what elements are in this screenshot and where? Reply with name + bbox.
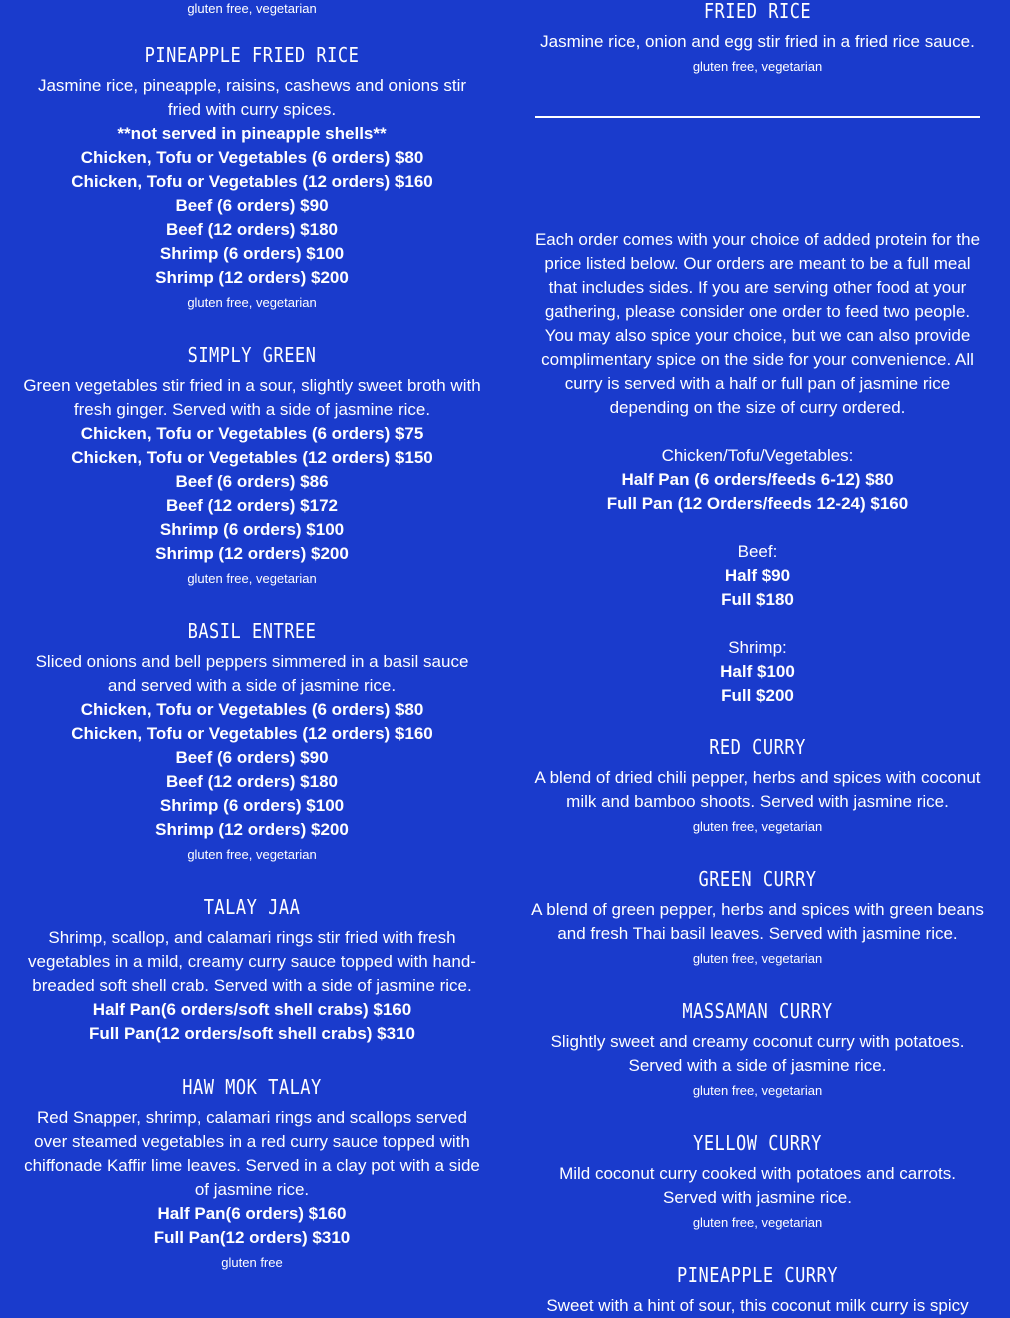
price-line: Chicken, Tofu or Vegetables (6 orders) $80 [80,700,424,719]
dietary-note: gluten free, vegetarian [187,1,317,16]
price-line: Shrimp (12 orders) $200 [155,544,349,563]
menu-item-green-curry [530,868,985,968]
item-name: HAW MOK TALAY [182,1076,322,1100]
item-description: Green vegetables stir fried in a sour, slightly sweet broth with fresh ginger. Served with a side of jasmine rice. [23,376,481,419]
item-description: Slightly sweet and creamy coconut curry with potatoes. Served with a side of jasmine rice. [550,1032,965,1075]
item-name: PINEAPPLE FRIED RICE [144,44,360,68]
price-line: Beef (12 orders) $180 [166,772,338,791]
price-line: Chicken, Tofu or Vegetables (12 orders) $150 [71,448,433,467]
item-name: MASSAMAN CURRY [682,1000,833,1024]
price-line: Full Pan (12 Orders/feeds 12-24) $160 [606,494,909,513]
item-description: Sliced onions and bell peppers simmered in a basil sauce and served with a side of jasmine rice. [35,652,469,695]
price-line: Beef (6 orders) $90 [175,748,329,767]
price-line: Chicken, Tofu or Vegetables (6 orders) $80 [80,148,424,167]
price-line: Beef (6 orders) $86 [175,472,329,491]
chicken-label: Chicken/Tofu/Vegetables: [661,446,854,465]
dietary-note: gluten free [221,1255,283,1270]
item-description: Jasmine rice, pineapple, raisins, cashews and onions stir fried with curry spices. [37,76,467,119]
item-description: Red Snapper, shrimp, calamari rings and scallops served over steamed vegetables in a red curry sauce topped with chiffonade Kaffir lime leaves. Served in a clay pot with a side of jasmine rice. [24,1108,480,1199]
menu-item-yellow-curry [530,1132,985,1232]
dietary-note: gluten free, vegetarian [692,951,823,966]
price-line: Shrimp (6 orders) $100 [159,520,345,539]
section-divider [535,116,980,118]
item-description: Shrimp, scallop, and calamari rings stir fried with fresh vegetables in a mild, creamy curry sauce topped with hand-breaded soft shell crab. Served with a side of jasmine rice. [28,928,476,995]
dietary-note: gluten free, vegetarian [187,295,317,310]
price-line: Half Pan(6 orders) $160 [157,1204,347,1223]
menu-item-fried-rice [530,0,985,76]
item-description: Mild coconut curry cooked with potatoes and carrots. Served with jasmine rice. [559,1164,956,1207]
menu-item-massaman-curry [530,1000,985,1100]
price-line: Shrimp (6 orders) $100 [159,796,345,815]
item-name: FRIED RICE [703,0,812,24]
item-description: Jasmine rice, onion and egg stir fried in a fried rice sauce. [540,32,975,51]
price-line: Half Pan (6 orders/feeds 6-12) $80 [621,470,894,489]
price-line: Shrimp (12 orders) $200 [155,268,349,287]
menu-item-simply-green [22,344,482,588]
price-line: Chicken, Tofu or Vegetables (12 orders) $160 [71,724,433,743]
price-line: Full $180 [721,590,794,609]
item-name: SIMPLY GREEN [187,344,317,368]
price-line: Chicken, Tofu or Vegetables (12 orders) $160 [71,172,433,191]
curry-intro-text: Each order comes with your choice of added protein for the price listed below. Our orders are meant to be a full meal that includes sides. If you are serving other food at your gathering, please consider one order to feed two people. You may also spice your choice, but we can also provide complimentary spice on the side for your convenience. All curry is served with a half or full pan of jasmine rice depending on the size of curry ordered. [534,230,981,417]
price-line: Half Pan(6 orders/soft shell crabs) $160 [92,1000,412,1019]
price-line: Half $100 [720,662,795,681]
shrimp-label: Shrimp: [728,638,787,657]
price-line: Beef (12 orders) $172 [166,496,338,515]
item-name: BASIL ENTREE [187,620,317,644]
menu-item-red-curry [530,736,985,836]
beef-label: Beef: [737,542,778,561]
item-name: YELLOW CURRY [693,1132,822,1156]
item-name: PINEAPPLE CURRY [676,1264,839,1288]
special-note: **not served in pineapple shells** [117,124,387,143]
price-line: Chicken, Tofu or Vegetables (6 orders) $75 [80,424,424,443]
menu-item-pineapple-fried-rice [22,44,482,312]
dietary-note: gluten free, vegetarian [692,819,823,834]
price-line: Shrimp (12 orders) $200 [155,820,349,839]
dietary-note: gluten free, vegetarian [692,59,823,74]
menu-item-pineapple-curry [530,1264,985,1318]
price-line: Full $200 [721,686,794,705]
item-description: A blend of green pepper, herbs and spices with green beans and fresh Thai basil leaves. Served with jasmine rice. [531,900,984,943]
price-line: Full Pan(12 orders/soft shell crabs) $310 [89,1024,415,1043]
item-description: Sweet with a hint of sour, this coconut milk curry is spicy [546,1296,969,1315]
price-line: Beef (6 orders) $90 [175,196,329,215]
price-line: Full Pan(12 orders) $310 [153,1228,351,1247]
dietary-note: gluten free, vegetarian [187,847,317,862]
dietary-note: gluten free, vegetarian [692,1215,823,1230]
price-line: Half $90 [724,566,791,585]
item-name: TALAY JAA [203,896,301,920]
dietary-note: gluten free, vegetarian [692,1083,823,1098]
menu-item-basil-entree [22,620,482,864]
menu-item-previous-tail [22,0,482,18]
price-line: Beef (12 orders) $180 [166,220,338,239]
item-description: A blend of dried chili pepper, herbs and spices with coconut milk and bamboo shoots. Served with jasmine rice. [534,768,981,811]
item-name: GREEN CURRY [698,868,817,892]
curry-intro [530,228,985,708]
price-line: Shrimp (6 orders) $100 [159,244,345,263]
dietary-note: gluten free, vegetarian [187,571,317,586]
menu-item-haw-mok-talay [22,1076,482,1272]
menu-item-talay-jaa [22,896,482,1046]
item-name: RED CURRY [709,736,806,760]
